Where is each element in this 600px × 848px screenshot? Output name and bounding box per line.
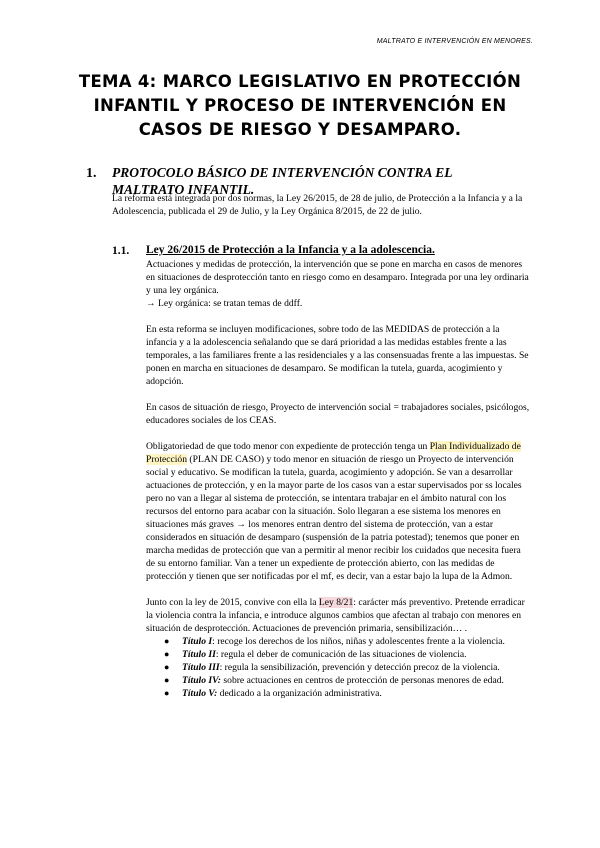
list-item: ● Título II: regula el deber de comunicación de las situaciones de violencia.: [164, 649, 467, 660]
list-item: ● Título IV: sobre actuaciones en centros de protección de personas menores de edad.: [164, 675, 504, 686]
highlight-plan-individualizado: Plan Individualizado de Protección: [146, 441, 521, 465]
bullet-icon: ●: [164, 688, 170, 698]
section-1-number: 1.: [86, 166, 97, 181]
section-1-1-body: [146, 258, 532, 700]
paragraph-3: En casos de situación de riesgo, Proyecto de intervención social = trabajadores sociales, psicólogos, educadores sociales de los CEAS.: [146, 402, 530, 426]
paragraph-5: Junto con la ley de 2015, convive con ella la Ley 8/21: carácter más preventivo. Pretende erradicar la violencia contra la infancia, e introduce algunos cambios que afectan al trabajo con menores en situación de desprotección. Actuaciones de prevención primaria, sensibilización… .: [146, 597, 525, 634]
paragraph-1: Actuaciones y medidas de protección, la intervención que se pone en marcha en casos de menores en situaciones de desprotección tanto en riesgo como en desamparo. Integrada por una ley ordinaria y una ley orgánica.: [146, 259, 529, 296]
bullet-icon: ●: [164, 649, 170, 659]
page-title: TEMA 4: MARCO LEGISLATIVO EN PROTECCIÓN INFANTIL Y PROCESO DE INTERVENCIÓN EN CASOS DE RIESGO Y DESAMPARO.: [78, 72, 522, 139]
paragraph-2: En esta reforma se incluyen modificaciones, sobre todo de las MEDIDAS de protección a la infancia y a la adolescencia señalando que se dará prioridad a las medidas estables frente a las temporales, a las familiares frente a las residenciales y a las consensuadas frente a las impuestas. Se ponen en marcha en situaciones de desamparo. Se modifican la tutela, guarda, acogimiento y adopción.: [146, 324, 529, 387]
section-1-intro: La reforma está integrada por dos normas, la Ley 26/2015, de 28 de julio, de Protección a la Infancia y a la Adolescencia, publicada el 29 de Julio, y la Ley Orgánica 8/2015, de 22 de julio.: [112, 193, 523, 217]
paragraph-1-arrow: → Ley orgánica: se tratan temas de ddff.: [146, 298, 303, 309]
section-1-1-number: 1.1.: [112, 245, 130, 257]
section-1-title: PROTOCOLO BÁSICO DE INTERVENCIÓN CONTRA EL MALTRATO INFANTIL.: [112, 165, 452, 197]
highlight-ley-8-21: Ley 8/21: [318, 597, 354, 608]
paragraph-4: Obligatoriedad de que todo menor con expediente de protección tenga un Plan Individualizado de Protección (PLAN DE CASO) y todo menor en situación de riesgo un Proyecto de intervención social y educativo. Se modifican la tutela, guarda, acogimiento y adopción. Se van a desarrollar actuaciones de protección, y en la mayor parte de los casos van a estar supervisados por ss locales pero no van a llegar al sistema de protección, se intentara trabajar en el ámbito natural con los recursos del entorno para acabar con la situación. Solo llegaran a ese sistema los menores en situaciones más graves → los menores entran dentro del sistema de protección, van a estar considerados en situación de desamparo (suspensión de la patria potestad); tenemos que poner en marcha medidas de protección que van a permitir al menor recibir los cuidados que necesita fuera de su entorno familiar. Van a tener un expediente de protección abierto, con las medidas de protección y tienen que ser notificadas por el mf, es decir, van a estar bajo la lupa de la Admon.: [146, 441, 522, 582]
bullet-icon: ●: [164, 636, 170, 646]
bullet-icon: ●: [164, 662, 170, 672]
bullet-icon: ●: [164, 675, 170, 685]
running-header: MALTRATO E INTERVENCIÓN EN MENORES.: [376, 38, 533, 45]
list-item: ● Título I: recoge los derechos de los niños, niñas y adolescentes frente a la violencia.: [164, 636, 505, 647]
list-item: ● Título III: regula la sensibilización, prevención y detección precoz de la violencia.: [164, 662, 500, 673]
section-1-1-title: Ley 26/2015 de Protección a la Infancia y a la adolescencia.: [146, 244, 435, 256]
titles-list: [146, 635, 532, 700]
list-item: ● Título V: dedicado a la organización administrativa.: [164, 688, 382, 699]
